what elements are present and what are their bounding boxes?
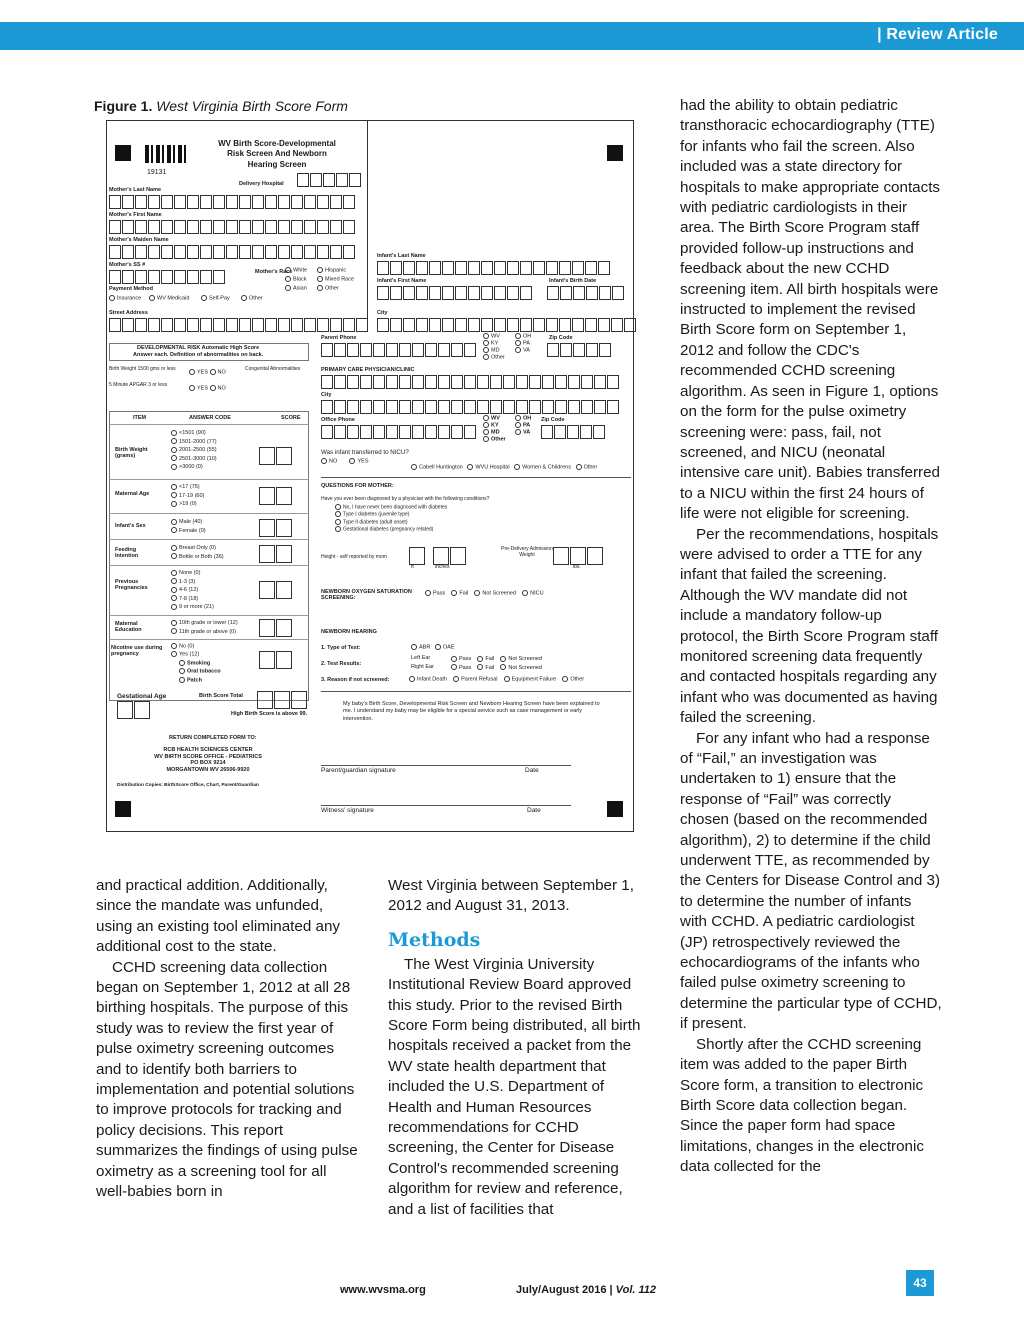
paragraph: Shortly after the CCHD screening item was added to the paper Birth Score form, a transition to electronic Birth Score data collection began. Since the paper form had space limitations, changes in the electronic data collected for the (680, 1035, 924, 1176)
infants-first-name-boxes[interactable] (377, 286, 533, 300)
education-answers[interactable]: 10th grade or lower (12) 11th grade or above (0) (171, 619, 238, 636)
table-rule (109, 565, 309, 566)
primary-care-label: PRIMARY CARE PHYSICIAN/CLINIC (321, 367, 415, 373)
item-previous-pregnancies: Previous Pregnancies (115, 579, 148, 592)
divider (321, 477, 631, 478)
registration-mark (115, 145, 131, 161)
pregnancies-answers[interactable]: None (0) 1-3 (3) 4-6 (12) 7-8 (18) 9 or more (21) (171, 569, 214, 612)
yes-no-option[interactable]: NO YES (321, 458, 369, 465)
diabetes-options[interactable]: No, I have never been diagnosed with diabetes Type I diabetes (juvenile type) Type II diabetes (adult onset) Gestational diabetes (pregnancy related) (335, 504, 447, 533)
ear-labels: Left Ear Right Ear (411, 655, 434, 670)
weight-boxes[interactable] (553, 547, 604, 565)
registration-mark (607, 145, 623, 161)
gestational-age-boxes[interactable] (117, 701, 151, 719)
body-column-2 (388, 876, 650, 1220)
payment-option[interactable]: Other (241, 295, 263, 302)
mothers-maiden-name-boxes[interactable] (109, 245, 356, 259)
barcode (145, 145, 187, 163)
paragraph: The West Virginia University Institutional Review Board approved this study. Prior to the revised Birth Score Form being distributed, all birth hospitals received a packet from the WV state health department that included the U.S. Department of Health and Human Resources recommendations for CCHD screening, the Center for Disease Control's recommended screening algorithm for review and reference, and a list of facilities that (388, 955, 641, 1218)
paragraph: Per the recommendations, hospitals were advised to order a TTE for any infant that failed the screening. Although the WV mandate did not include a mandatory follow-up protocol, the Birth Score Program staff monitored screening data frequently and contacted hospitals regarding any infant who was documented as having failed the screening. (680, 525, 939, 727)
state-options[interactable]: OH PA VA (515, 333, 531, 354)
table-rule (109, 639, 309, 640)
street-address-label: Street Address (109, 310, 148, 316)
col-answer-header: ANSWER CODE (189, 415, 231, 421)
form-title: WV Birth Score-Developmental Risk Screen And Newborn Hearing Screen (218, 139, 336, 169)
paragraph: West Virginia between September 1, 2012 and August 31, 2013. (388, 877, 634, 915)
congenital-label: Congenital Abnormalities (245, 366, 301, 372)
race-option[interactable]: Hispanic (317, 267, 346, 274)
zip-code-boxes[interactable] (547, 343, 612, 357)
table-rule (109, 513, 309, 514)
delivery-hospital-boxes[interactable] (297, 173, 362, 187)
birth-weight-1500-label: Birth Weight 1500 gms or less (109, 366, 176, 372)
high-birth-score-label: High Birth Score is above 99. (231, 711, 308, 717)
payment-method-label: Payment Method (109, 286, 154, 292)
date-label: Date (525, 767, 539, 774)
city-label: City (321, 392, 332, 398)
parent-phone-label: Parent Phone (321, 335, 357, 341)
lbs-label: lbs. (573, 564, 581, 570)
infants-first-name-label: Infant's First Name (377, 278, 427, 284)
state-options[interactable]: WV KY MD Other (483, 333, 505, 361)
table-rule (109, 615, 309, 616)
city-boxes[interactable] (377, 318, 637, 332)
section-label: | Review Article (877, 26, 998, 43)
office-phone-label: Office Phone (321, 417, 355, 423)
paragraph: CCHD screening data collection began on September 1, 2012 at all 28 birthing hospitals. The purpose of this study was to review the first year of pulse oximetry screening outcomes and to identify both barriers to implementation and potential solutions to improve protocols for tracking and policy decisions. This report summarizes the findings of using pulse oximetry as a screening tool for all well-babies born in (96, 958, 358, 1201)
hearing-heading: NEWBORN HEARING (321, 629, 377, 635)
col-score-header: SCORE (281, 415, 301, 421)
page-number: 43 (906, 1270, 934, 1296)
infants-birth-date-boxes[interactable] (547, 286, 625, 300)
date-label: Date (527, 807, 541, 814)
pre-delivery-label: Pre-Delivery Admission Weight (501, 546, 553, 558)
race-option[interactable]: Other (317, 285, 339, 292)
table-rule (109, 424, 309, 425)
registration-mark (115, 801, 131, 817)
delivery-hospital-label: Delivery Hospital (239, 181, 284, 187)
item-feeding-intention: Feeding Intention (115, 547, 139, 560)
figure-label: Figure 1. (94, 98, 153, 114)
oxygen-heading: NEWBORN OXYGEN SATURATION SCREENING: (321, 589, 412, 602)
registration-mark (607, 801, 623, 817)
score-boxes[interactable] (259, 651, 293, 669)
distribution-copies: Distribution Copies: BirthScore Office, Chart, Parent/Guardian (117, 783, 259, 788)
birth-weight-answers[interactable]: <1501 (90) 1501-2000 (77) 2001-2500 (55) 2501-3000 (10) >3000 (0) (171, 429, 217, 472)
reason-options[interactable]: Infant Death Parent Refusal Equipment Failure Other (409, 676, 584, 683)
payment-option[interactable]: WV Medicaid (149, 295, 189, 302)
type-of-test-label: 1. Type of Test: (321, 645, 361, 651)
mothers-first-name-label: Mother's First Name (109, 212, 162, 218)
paragraph: For any infant who had a response of “Fail,” an investigation was undertaken to 1) ensure that the response of “Fail” was correctly chosen (based on the recommended algorithm), 2) to determine if the child underwent TTE, as recommended by the Centers for Disease Control and 3) to determine the number of infants with CCHD. A pediatric cardiologist (JP) retrospectively reviewed the echocardiograms of the infants who failed pulse oximetry screening to determine the particular type of CCHD, if present. (680, 729, 942, 1033)
body-column-1 (96, 876, 358, 1203)
score-boxes[interactable] (259, 447, 293, 465)
item-maternal-education: Maternal Education (115, 621, 142, 634)
nicu-question: Was infant transferred to NICU? (321, 449, 409, 456)
zip-code-label: Zip Code (549, 335, 573, 341)
mothers-last-name-label: Mother's Last Name (109, 187, 162, 193)
risk-heading-sub: Answer each. Definition of abnormalities on back. (133, 352, 264, 358)
footer-website[interactable]: www.wvsma.org (340, 1284, 426, 1296)
divider (321, 691, 631, 692)
parent-phone-boxes[interactable] (321, 343, 477, 357)
item-maternal-age: Maternal Age (115, 491, 150, 497)
signature-line[interactable] (321, 805, 571, 806)
form-number: 19131 (147, 169, 167, 176)
zip-code-label: Zip Code (541, 417, 565, 423)
header-band (0, 22, 1024, 50)
mothers-first-name-boxes[interactable] (109, 220, 356, 234)
street-address-boxes[interactable] (109, 318, 369, 332)
race-option[interactable]: White (285, 267, 307, 274)
payment-option[interactable]: Insurance (109, 295, 141, 302)
mothers-race-label: Mother's Race (255, 269, 293, 275)
infants-last-name-label: Infant's Last Name (377, 253, 426, 259)
mothers-ss-boxes[interactable] (109, 270, 226, 284)
col-item-header: ITEM (133, 415, 147, 421)
city-label: City (377, 310, 388, 316)
infants-last-name-boxes[interactable] (377, 261, 611, 275)
return-to-label: RETURN COMPLETED FORM TO: (169, 735, 257, 741)
figure-caption (94, 98, 348, 114)
divider (367, 121, 368, 331)
figure-title: West Virginia Birth Score Form (156, 98, 348, 114)
yes-no-option[interactable]: YES NO (189, 369, 226, 376)
height-boxes[interactable] (433, 547, 467, 565)
score-boxes[interactable] (259, 545, 293, 563)
item-birth-weight: Birth Weight (grams) (115, 447, 148, 460)
left-ear-results[interactable]: Pass Fail Not Screened Pass Fail Not Screened (451, 655, 542, 673)
yes-no-option[interactable]: YES NO (189, 385, 226, 392)
parent-signature-label: Parent/guardian signature (321, 767, 396, 774)
witness-signature-label: Witness' signature (321, 807, 374, 814)
test-results-label: 2. Test Results: (321, 661, 362, 667)
office-state-options[interactable]: OH PA VA (515, 415, 531, 436)
ft-label: ft (411, 564, 414, 570)
body-column-3 (680, 96, 942, 1178)
return-address: RCB HEALTH SCIENCES CENTER WV BIRTH SCORE OFFICE - PEDIATRICS PO BOX 9214 MORGANTOWN WV 26506-9920 (154, 747, 262, 773)
height-boxes[interactable] (409, 547, 426, 565)
score-boxes[interactable] (259, 519, 293, 537)
inches-label: inches (435, 564, 450, 570)
test-type-options[interactable]: ABR OAE (411, 644, 455, 651)
clinic-city-boxes[interactable] (321, 400, 620, 414)
race-option[interactable]: Black (285, 276, 306, 283)
height-label: Height - self reported by mom (321, 554, 387, 560)
paragraph: had the ability to obtain pediatric transthoracic echocardiography (TTE) for infants who fail the screen. Also included was a state directory for hospitals to make appropriate contacts with pediatric cardiologists in their area. The Birth Score Program staff provided follow-up instructions and feedback about the new CCHD screening item. All birth hospitals were instructed to implement the revised Birth Score form on September 1, 2012 and follow the CDC's recommended CCHD screening algorithm. As seen in Figure 1, options on the form for the pulse oximetry screening were: pass, fail, not screened, and NICU (neonatal intensive care unit). Babies transferred to a NICU within the first 24 hours of life were not eligible for screening. (680, 97, 941, 523)
apgar-label: 5 Minute APGAR 3 or less (109, 382, 168, 388)
methods-heading: Methods (388, 928, 481, 951)
table-rule (109, 479, 309, 480)
mothers-maiden-name-label: Mother's Maiden Name (109, 237, 169, 243)
score-boxes[interactable] (259, 619, 293, 637)
risk-heading: DEVELOPMENTAL RISK Automatic High Score (137, 345, 260, 351)
signature-line[interactable] (321, 765, 571, 766)
table-rule (109, 539, 309, 540)
score-boxes[interactable] (259, 581, 293, 599)
mothers-last-name-boxes[interactable] (109, 195, 356, 209)
birth-score-total-boxes[interactable] (257, 691, 308, 709)
infants-birth-date-label: Infant's Birth Date (549, 278, 597, 284)
birth-score-form (106, 120, 634, 832)
race-option[interactable]: Mixed Race (317, 276, 354, 283)
item-infants-sex: Infant's Sex (115, 523, 146, 529)
diabetes-question: Have you ever been diagnosed by a physician with the following conditions? (321, 496, 490, 502)
reason-not-screened-label: 3. Reason if not screened: (321, 677, 390, 683)
office-phone-boxes[interactable] (321, 425, 477, 439)
nicu-options[interactable]: Cabell Huntington WVU Hospital Women & Childrens Other (411, 464, 597, 471)
feeding-answers[interactable]: Breast Only (0) Bottle or Both (36) (171, 544, 224, 561)
birth-score-total-label: Birth Score Total (199, 693, 243, 699)
footer-issue: July/August 2016 | Vol. 112 (516, 1284, 657, 1296)
item-nicotine: Nicotine use during pregnancy (111, 645, 163, 658)
maternal-age-answers[interactable]: <17 (75) 17-19 (60) >19 (0) (171, 483, 204, 509)
paragraph: and practical addition. Additionally, since the mandate was unfunded, using an existing tool eliminated any additional cost to the state. (96, 877, 340, 956)
gestational-age-label: Gestational Age (117, 693, 167, 700)
office-state-options[interactable]: WV KY MD Other (483, 415, 506, 443)
race-option[interactable]: Asian (285, 285, 307, 292)
infants-sex-answers[interactable]: Male (40) Female (0) (171, 518, 206, 535)
office-zip-boxes[interactable] (541, 425, 606, 439)
questions-for-mother: QUESTIONS FOR MOTHER: (321, 483, 394, 489)
mothers-ss-label: Mother's SS # (109, 262, 146, 268)
payment-option[interactable]: Self-Pay (201, 295, 230, 302)
score-boxes[interactable] (259, 487, 293, 505)
oxygen-options[interactable]: Pass Fail Not Screened NICU (425, 590, 544, 597)
nicotine-answers[interactable]: No (0) Yes (12) Smoking Oral tobacco Patch (171, 643, 221, 685)
primary-care-boxes[interactable] (321, 375, 620, 389)
consent-text: My baby's Birth Score, Developmental Risk Screen and Newborn Hearing Screen have been explained to me. I understand my baby may be eligible for a special service such as case management or early intervention. (343, 701, 600, 722)
